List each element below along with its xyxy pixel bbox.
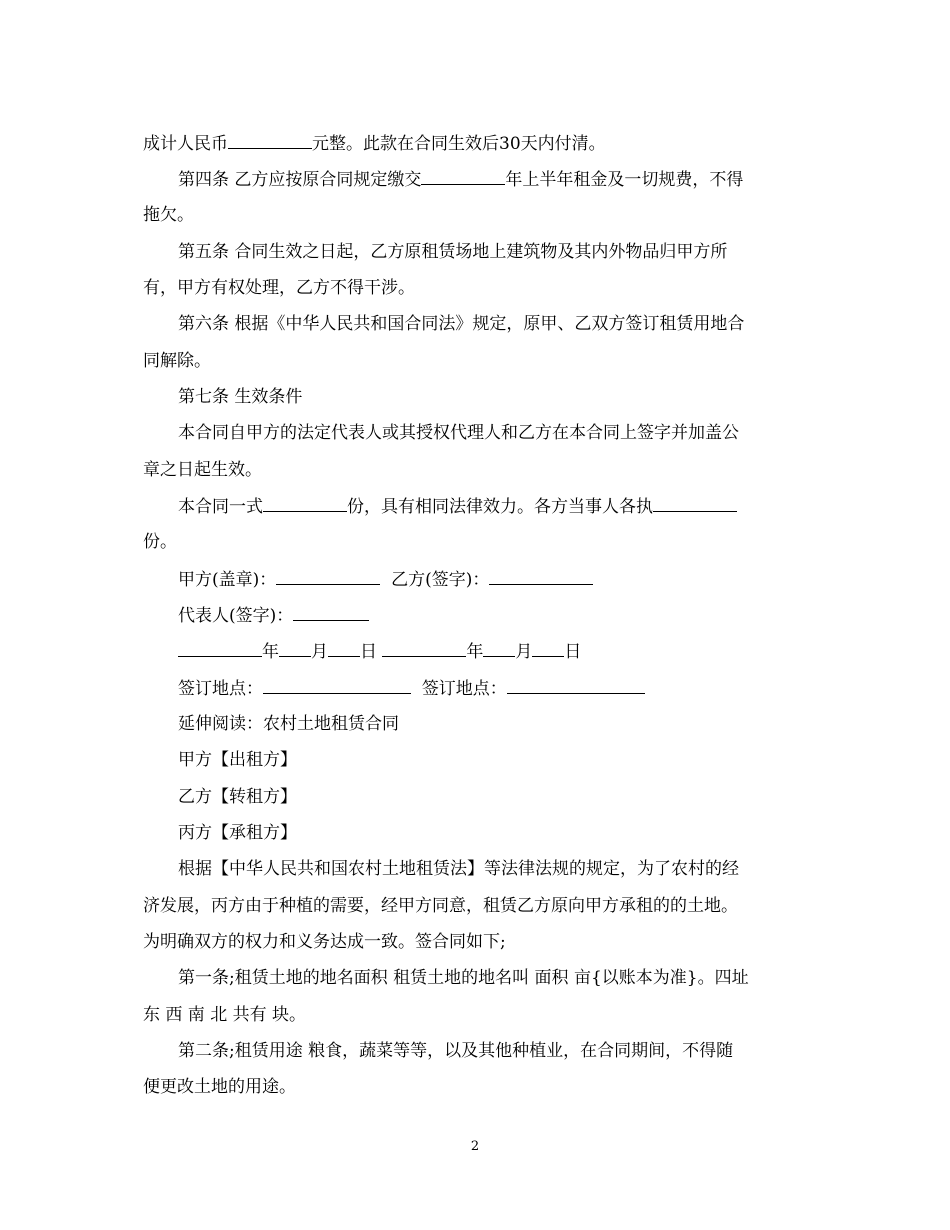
article-4: 第四条 乙方应按原合同规定缴交 年上半年租金及一切规费，不得 bbox=[178, 170, 744, 190]
text-line: 份。 bbox=[143, 532, 177, 552]
signature-line: 甲方(盖章)： 乙方(签字)： bbox=[178, 568, 593, 591]
text-line: 本合同自甲方的法定代表人或其授权代理人和乙方在本合同上签字并加盖公 bbox=[178, 423, 739, 443]
fill-blank bbox=[653, 495, 737, 512]
fill-blank bbox=[228, 132, 312, 149]
fill-blank bbox=[507, 677, 645, 694]
text-line: 同解除。 bbox=[143, 351, 211, 371]
article-6: 第六条 根据《中华人民共和国合同法》规定，原甲、乙双方签订租赁用地合 bbox=[178, 314, 745, 334]
fill-blank bbox=[293, 604, 369, 621]
text-line: 为明确双方的权力和义务达成一致。签合同如下; bbox=[143, 932, 506, 952]
fill-blank bbox=[532, 640, 564, 657]
fill-blank bbox=[263, 677, 411, 694]
text-line: 拖欠。 bbox=[143, 205, 194, 225]
fill-blank bbox=[178, 640, 262, 657]
fill-blank bbox=[421, 168, 505, 185]
clause-2: 第二条;租赁用途 粮食，蔬菜等等，以及其他种植业，在合同期间，不得随 bbox=[178, 1041, 734, 1061]
fill-blank bbox=[263, 495, 347, 512]
fill-blank bbox=[279, 640, 311, 657]
text-line: 便更改土地的用途。 bbox=[143, 1077, 296, 1097]
fill-blank bbox=[276, 568, 380, 585]
text-line: 根据【中华人民共和国农村土地租赁法】等法律法规的规定，为了农村的经 bbox=[178, 859, 739, 879]
place-line: 签订地点： 签订地点： bbox=[178, 677, 645, 700]
text-line: 成计人民币 元整。此款在合同生效后30天内付清。 bbox=[143, 134, 606, 154]
fill-blank bbox=[489, 568, 593, 585]
extended-reading: 延伸阅读：农村土地租赁合同 bbox=[178, 714, 399, 734]
fill-blank bbox=[382, 640, 466, 657]
fill-blank bbox=[328, 640, 360, 657]
fill-blank bbox=[483, 640, 515, 657]
clause-1: 第一条;租赁土地的地名面积 租赁土地的地名叫 面积 亩{以账本为准}。四址 bbox=[178, 968, 749, 988]
text-line: 有，甲方有权处理，乙方不得干涉。 bbox=[143, 278, 415, 298]
date-line: 年 月 日 年 月 日 bbox=[178, 640, 581, 663]
copies-line: 本合同一式 份，具有相同法律效力。各方当事人各执 bbox=[178, 495, 737, 518]
text-line: 章之日起生效。 bbox=[143, 460, 262, 480]
party-c: 丙方【承租方】 bbox=[178, 823, 297, 843]
page-number: 2 bbox=[470, 1139, 480, 1154]
party-b: 乙方【转租方】 bbox=[178, 787, 297, 807]
article-7: 第七条 生效条件 bbox=[178, 387, 303, 407]
party-a: 甲方【出租方】 bbox=[178, 750, 297, 770]
text-line: 济发展，丙方由于种植的需要，经甲方同意，租赁乙方原向甲方承租的的土地。 bbox=[143, 896, 738, 916]
article-5: 第五条 合同生效之日起，乙方原租赁场地上建筑物及其内外物品归甲方所 bbox=[178, 242, 728, 262]
text-line: 东 西 南 北 共有 块。 bbox=[143, 1005, 307, 1025]
representative-line: 代表人(签字)： bbox=[178, 604, 369, 627]
